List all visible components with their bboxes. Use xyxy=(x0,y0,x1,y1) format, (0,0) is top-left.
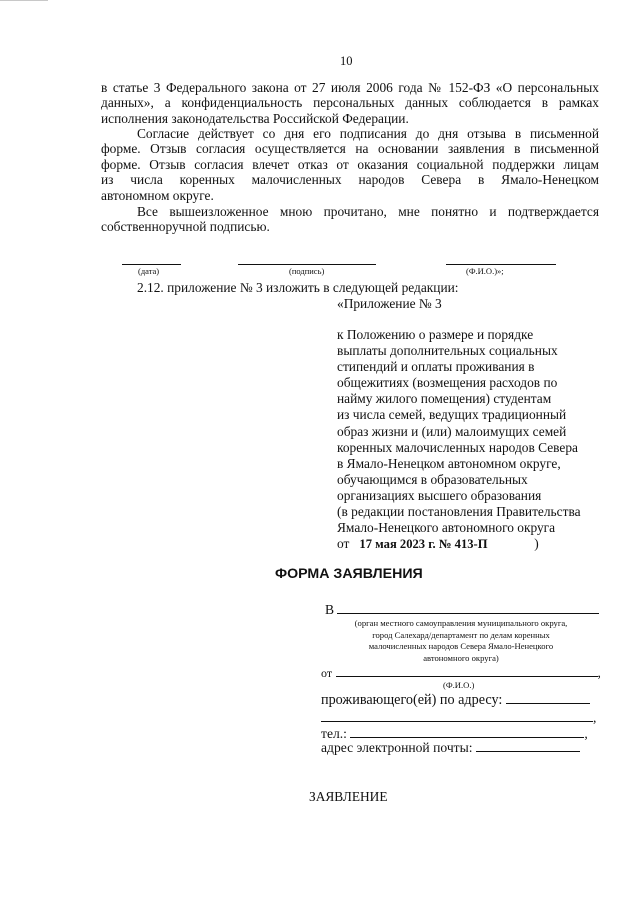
appendix-line: из числа семей, ведущих традиционный xyxy=(337,407,567,423)
clause-text: 2.12. приложение № 3 изложить в следующей редакции: xyxy=(137,280,459,295)
appendix-line: найму жилого помещения) студентам xyxy=(337,391,552,407)
email-line xyxy=(321,740,580,756)
text-line: исполнения законодательства Российской Федерации. xyxy=(101,110,409,126)
hint-line: малочисленных народов Севера Ямало-Ненецкого xyxy=(368,641,554,651)
consent-paragraph xyxy=(101,126,599,203)
address-label: проживающего(ей) по адресу: xyxy=(321,692,503,708)
address-field-2[interactable] xyxy=(321,711,593,722)
address-field[interactable] xyxy=(506,693,590,704)
fio-line xyxy=(446,264,556,265)
fio-hint: (Ф.И.О.) xyxy=(443,680,475,690)
text-line: из числа коренных малочисленных народов Севера в Ямало-Ненецком xyxy=(101,172,599,188)
address-line xyxy=(321,692,590,709)
appendix-title xyxy=(337,296,442,312)
form-title: ФОРМА ЗАЯВЛЕНИЯ xyxy=(275,566,423,582)
hint-line: автономного округа) xyxy=(423,652,499,663)
appendix-line: выплаты дополнительных социальных xyxy=(337,343,558,359)
appendix-line: образ жизни и (или) малоимущих семей xyxy=(337,423,567,439)
to-line xyxy=(325,602,599,618)
confirm-paragraph xyxy=(101,204,599,235)
phone-field[interactable] xyxy=(350,727,584,738)
text-line: Все вышеизложенное мною прочитано, мне понятно и подтверждается xyxy=(137,204,599,219)
signature-line xyxy=(238,264,376,265)
appendix-line: Ямало-Ненецкого автономного округа xyxy=(337,520,556,536)
from-line: от , xyxy=(321,665,601,680)
date-line xyxy=(122,264,181,265)
appendix-line: общежитиях (возмещения расходов по xyxy=(337,375,558,391)
text-line: данных», а конфиденциальность персональных данных соблюдается в рамках xyxy=(101,95,599,111)
email-label: адрес электронной почты: xyxy=(321,740,473,755)
fio-label: (Ф.И.О.)»; xyxy=(466,266,504,276)
appendix-body xyxy=(337,327,581,552)
from-prefix: от xyxy=(321,666,333,680)
appendix-line: стипендий и оплаты проживания в xyxy=(337,359,535,375)
intro-paragraph xyxy=(101,80,599,126)
hint-line: (орган местного самоуправления муниципального округа, xyxy=(354,618,568,628)
text-line: форме. Отзыв согласия осуществляется на основании заявления в письменной xyxy=(101,141,599,157)
email-field[interactable] xyxy=(476,741,580,752)
appendix-heading: «Приложение № 3 xyxy=(337,296,442,311)
signature-label: (подпись) xyxy=(289,266,325,276)
appendix-line: к Положению о размере и порядке xyxy=(337,327,534,342)
to-prefix: В xyxy=(325,602,335,617)
to-hint xyxy=(321,618,601,664)
text-line: в статье 3 Федерального закона от 27 июля 2006 года № 152-ФЗ «О персональных xyxy=(101,80,599,95)
date-label: (дата) xyxy=(138,266,160,276)
from-field[interactable] xyxy=(336,666,598,677)
appendix-line: (в редакции постановления Правительства xyxy=(337,504,581,520)
appendix-line: организациях высшего образования xyxy=(337,487,542,503)
appendix-line: в Ямало-Ненецком автономном округе, xyxy=(337,455,561,471)
appendix-line: коренных малочисленных народов Севера xyxy=(337,439,579,455)
text-line: собственноручной подписью. xyxy=(101,219,270,235)
text-line: Согласие действует со дня его подписания до дня отзыва в письменной xyxy=(137,126,599,141)
appendix-line: обучающимся в образовательных xyxy=(337,471,528,487)
hint-line: город Салехард/департамент по делам коренных xyxy=(372,629,550,640)
phone-label: тел.: xyxy=(321,726,347,741)
phone-line: тел.: , xyxy=(321,726,588,741)
text-line: автономном округе. xyxy=(101,187,214,203)
scan-edge-line xyxy=(0,0,48,1)
appendix-date-prefix: от xyxy=(337,536,350,552)
statement-title: ЗАЯВЛЕНИЕ xyxy=(309,789,388,804)
text-line: форме. Отзыв согласия влечет отказ от оказания социальной поддержки лицам xyxy=(101,156,599,172)
appendix-date-suffix: ) xyxy=(534,536,539,552)
address-line-2: , xyxy=(321,710,596,726)
to-field[interactable] xyxy=(337,603,599,614)
appendix-date-line xyxy=(337,536,581,552)
appendix-date-value: 17 мая 2023 г. № 413-П xyxy=(359,537,488,552)
page-number: 10 xyxy=(340,54,353,68)
